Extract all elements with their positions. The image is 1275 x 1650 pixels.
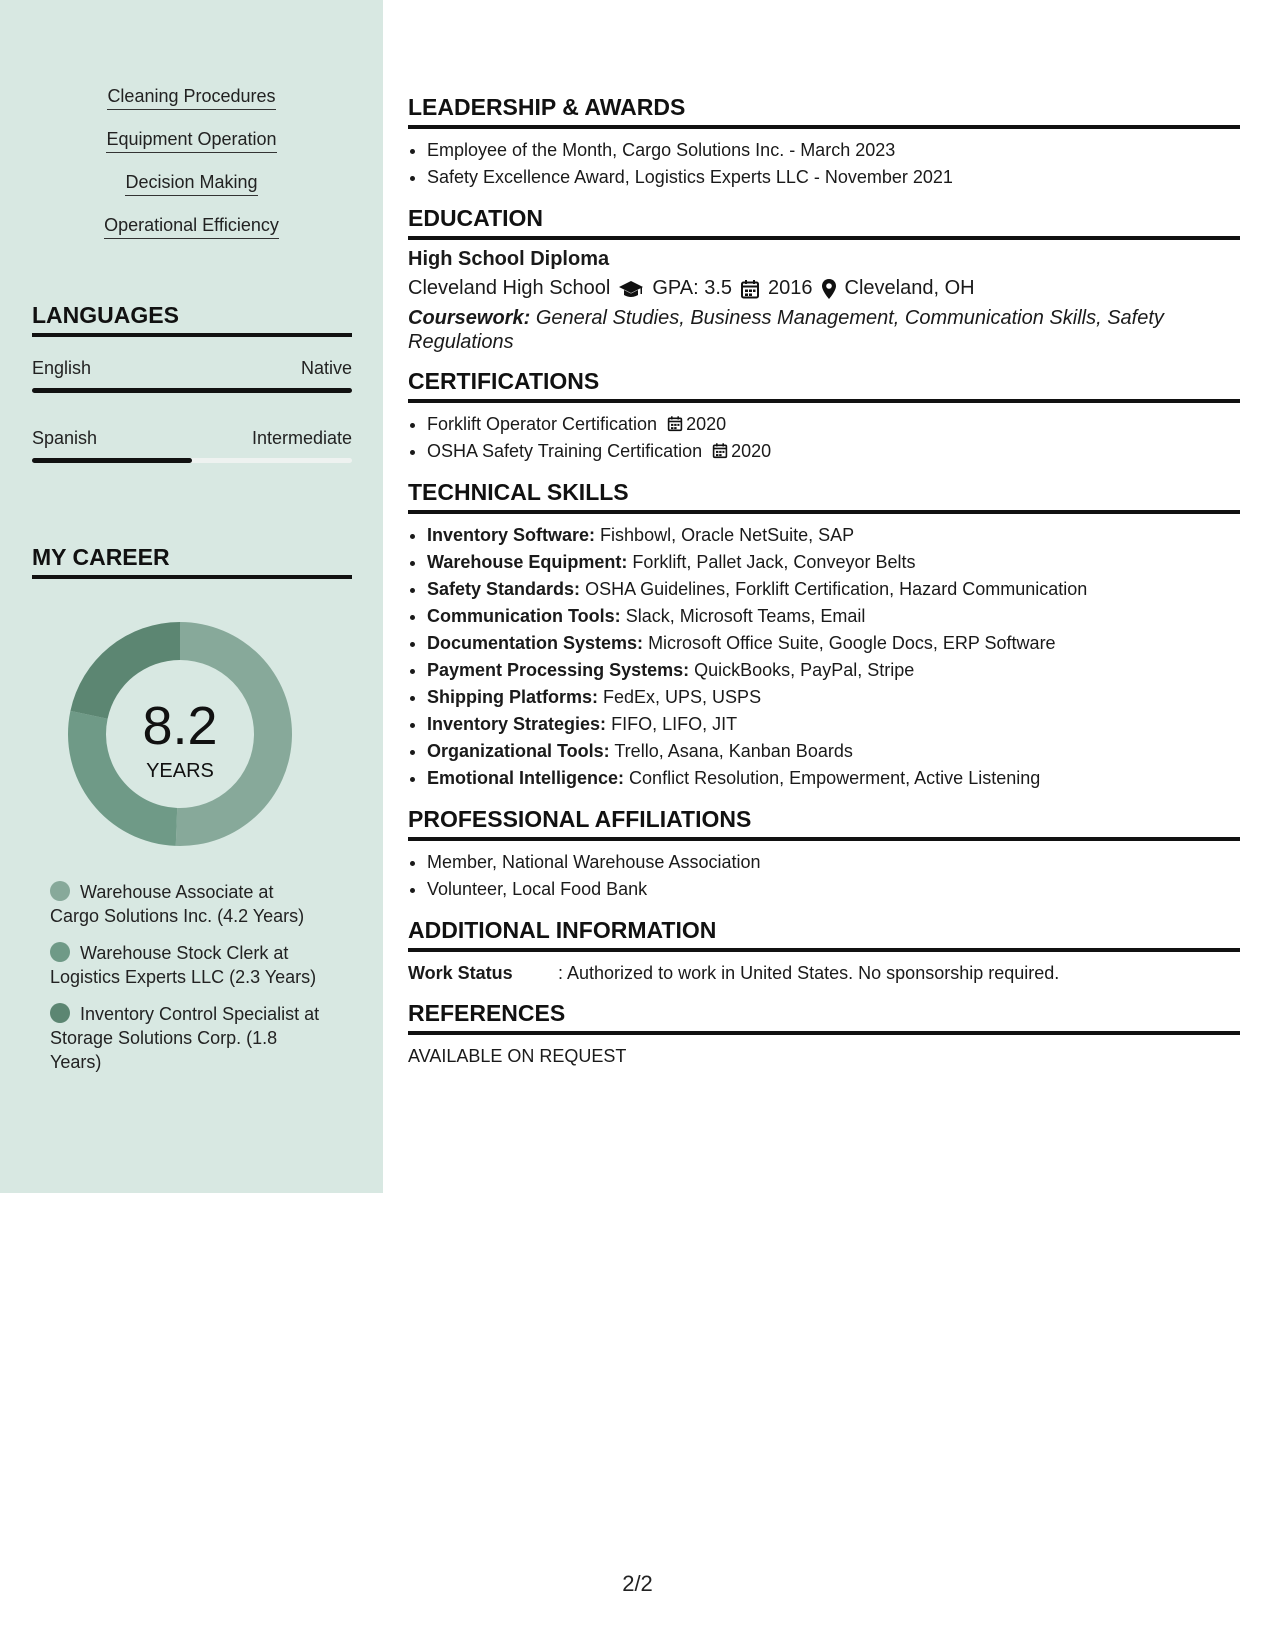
coursework-value: General Studies, Business Management, Communication Skills, Safety Regulations [408,307,1164,353]
skill-value: Microsoft Office Suite, Google Docs, ERP Software [648,633,1056,653]
skill-item: Decision Making [125,172,257,196]
education-details [408,277,1240,300]
education-degree: High School Diploma [408,248,610,270]
education-year: 2016 [768,277,813,299]
location-pin-icon [821,278,837,300]
skill-value: Trello, Asana, Kanban Boards [614,741,853,761]
technical-skills-title: TECHNICAL SKILLS [408,479,1240,514]
skill-value: QuickBooks, PayPal, Stripe [694,660,915,680]
list-item [427,576,1240,603]
legend-dot-icon [50,881,70,901]
list-item [427,630,1240,657]
legend-dot-icon [50,1003,70,1023]
skill-value: Conflict Resolution, Empowerment, Active Listening [629,768,1041,788]
certification-year: 2020 [686,414,727,434]
technical-skills-list [408,522,1240,792]
skill-value: Slack, Microsoft Teams, Email [625,606,866,626]
skill-item: Operational Efficiency [104,215,279,239]
skill-item: Cleaning Procedures [107,86,275,110]
affiliations-title: PROFESSIONAL AFFILIATIONS [408,806,1240,841]
list-item [427,738,1240,765]
career-legend-label: Warehouse Associate at Cargo Solutions Inc. (4.2 Years) [50,882,305,926]
skill-value: Fishbowl, Oracle NetSuite, SAP [600,525,855,545]
list-item: • Employee of the Month, Cargo Solutions Inc. - March 2023 [427,137,1240,164]
work-status [408,960,1240,986]
skill-label: Documentation Systems: [427,633,644,653]
skill-label: Communication Tools: [427,606,621,626]
coursework-label: Coursework: [408,307,531,329]
list-item [427,603,1240,630]
skill-label: Inventory Strategies: [427,714,607,734]
graduation-cap-icon [618,279,644,299]
language-level: Native [300,358,352,378]
list-item [427,522,1240,549]
legend-dot-icon [50,942,70,962]
language-level: Intermediate [251,428,352,448]
language-name: Spanish [32,428,98,448]
skill-label: Emotional Intelligence: [427,768,625,788]
calendar-icon [667,415,683,432]
career-total-unit: YEARS [146,760,214,782]
career-legend-item [50,880,320,928]
skill-label: Shipping Platforms: [427,687,598,707]
certification-name: OSHA Safety Training Certification [427,441,703,461]
skill-value: FIFO, LIFO, JIT [611,714,738,734]
list-item: • Volunteer, Local Food Bank [427,876,1240,903]
work-status-value: : Authorized to work in United States. No sponsorship required. [558,963,1060,983]
education-title: EDUCATION [408,205,1240,240]
list-item [427,765,1240,792]
list-item [427,684,1240,711]
certifications-list [408,411,1240,465]
sidebar [0,0,383,1193]
page-number: 2/2 [622,1571,653,1596]
list-item [427,438,1240,465]
career-legend [50,880,320,1087]
language-bar-fill [32,388,352,393]
certification-name: Forklift Operator Certification [427,414,658,434]
language-bar [32,458,352,463]
certification-year: 2020 [731,441,772,461]
work-status-label: Work Status [408,963,513,983]
skill-value: OSHA Guidelines, Forklift Certification, Hazard Communication [585,579,1088,599]
calendar-icon [740,279,760,299]
career-title: MY CAREER [32,544,352,579]
language-bar [32,388,352,393]
skill-item: Equipment Operation [106,129,276,153]
skill-label: Payment Processing Systems: [427,660,690,680]
languages-title: LANGUAGES [32,302,352,337]
list-item [427,549,1240,576]
skill-label: Warehouse Equipment: [427,552,628,572]
skill-label: Safety Standards: [427,579,581,599]
skill-value: FedEx, UPS, USPS [603,687,762,707]
language-name: English [32,358,92,378]
references-value: AVAILABLE ON REQUEST [408,1046,627,1066]
education-location: Cleveland, OH [844,277,975,299]
references-title: REFERENCES [408,1000,1240,1035]
main-content [408,94,1240,1069]
list-item: • Member, National Warehouse Association [427,849,1240,876]
career-legend-item [50,941,320,989]
skill-label: Organizational Tools: [427,741,610,761]
list-item [427,657,1240,684]
calendar-icon [712,442,728,459]
career-total-value: 8.2 [142,696,218,756]
additional-info-title: ADDITIONAL INFORMATION [408,917,1240,952]
certifications-title: CERTIFICATIONS [408,368,1240,403]
skill-label: Inventory Software: [427,525,596,545]
skills-list [0,86,383,258]
career-legend-label: Inventory Control Specialist at Storage Solutions Corp. (1.8 Years) [50,1004,320,1072]
affiliations-list [408,849,1240,903]
list-item: • Safety Excellence Award, Logistics Experts LLC - November 2021 [427,164,1240,191]
list-item [427,411,1240,438]
education-coursework [408,306,1240,354]
education-school: Cleveland High School [408,277,611,299]
language-spanish [32,428,352,463]
list-item [427,711,1240,738]
skill-value: Forklift, Pallet Jack, Conveyor Belts [632,552,916,572]
language-english [32,358,352,393]
education-gpa: GPA: 3.5 [652,277,733,299]
career-legend-label: Warehouse Stock Clerk at Logistics Experts LLC (2.3 Years) [50,943,317,987]
language-bar-fill [32,458,192,463]
leadership-list [408,137,1240,191]
career-legend-item [50,1002,320,1074]
leadership-title: LEADERSHIP & AWARDS [408,94,1240,129]
career-donut-chart [64,618,296,850]
